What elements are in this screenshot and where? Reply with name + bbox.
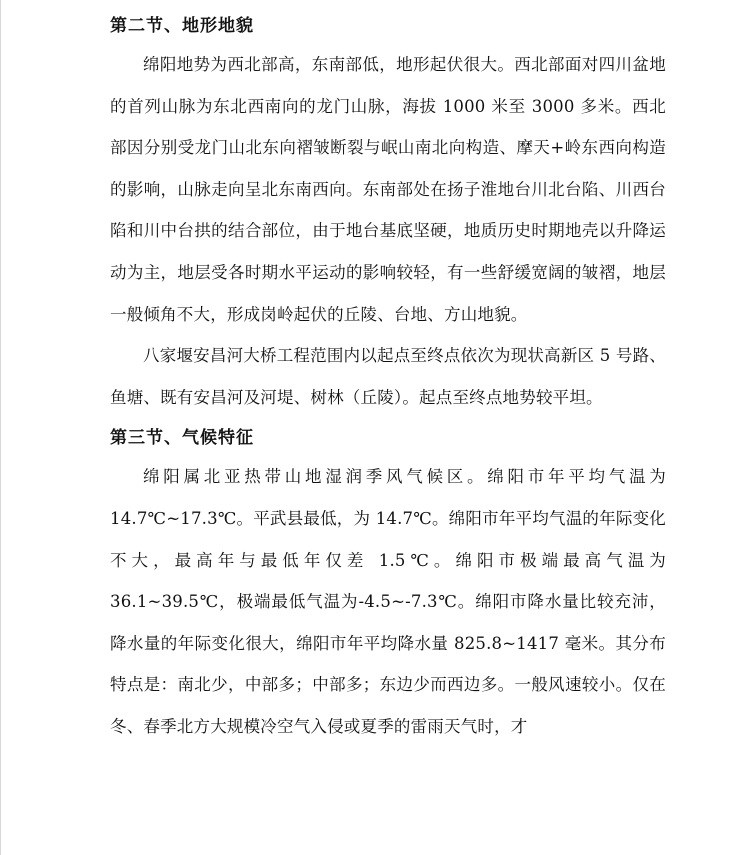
section-2-paragraph-2: 八家堰安昌河大桥工程范围内以起点至终点依次为现状高新区 5 号路、鱼塘、既有安昌河及河堤、树林（丘陵）。起点至终点地势较平坦。 (110, 346, 666, 407)
document-body (110, 8, 666, 748)
section-2-paragraph-1: 绵阳地势为西北部高，东南部低，地形起伏很大。西北部面对四川盆地的首列山脉为东北西南向的龙门山脉，海拔 1000 米至 3000 多米。西北部因分别受龙门山北东向褶皱断裂与岷山南北向构造、摩天+岭东西向构造的影响，山脉走向呈北东南西向。东南部处在扬子淮地台川北台陷、川西台陷和川中台拱的结合部位，由于地台基底坚硬，地质历史时期地壳以升降运动为主，地层受各时期水平运动的影响较轻，有一些舒缓宽阔的皱褶，地层一般倾角不大，形成岗岭起伏的丘陵、台地、方山地貌。 (110, 55, 666, 324)
section-3-heading: 第三节、气候特征 (110, 428, 254, 449)
section-2-heading: 第二节、地形地貌 (110, 16, 254, 36)
section-3-paragraph-1: 绵阳属北亚热带山地湿润季风气候区。绵阳市年平均气温为 14.7℃~17.3℃。平武县最低，为 14.7℃。绵阳市年平均气温的年际变化不大，最高年与最低年仅差 1.5℃。绵阳市极端最高气温为 36.1~39.5℃，极端最低气温为-4.5~-7.3℃。绵阳市降水量比较充沛，降水量的年际变化很大，绵阳市年平均降水量 825.8~1417 毫米。其分布特点是：南北少，中部多；中部多；东边少而西边多。一般风速较小。仅在冬、春季北方大规模冷空气入侵或夏季的雷雨天气时，才 (110, 467, 666, 736)
